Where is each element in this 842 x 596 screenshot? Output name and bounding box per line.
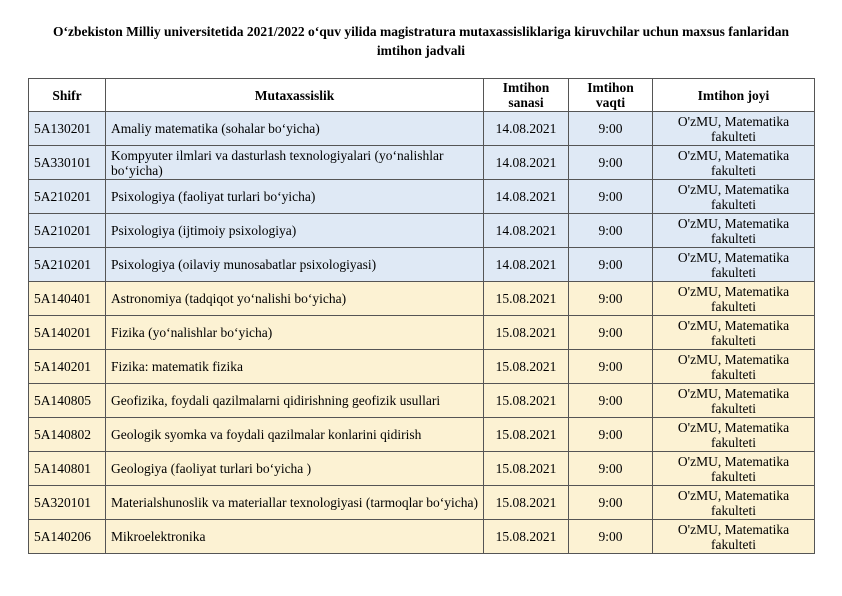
cell-code: 5A210201 xyxy=(29,214,106,248)
cell-code: 5A210201 xyxy=(29,180,106,214)
header-time: Imtihon vaqti xyxy=(569,79,653,112)
cell-time: 9:00 xyxy=(569,112,653,146)
cell-date: 14.08.2021 xyxy=(484,214,569,248)
cell-place: O'zMU, Matematika fakulteti xyxy=(653,418,815,452)
cell-code: 5A140805 xyxy=(29,384,106,418)
cell-place: O'zMU, Matematika fakulteti xyxy=(653,146,815,180)
cell-place: O'zMU, Matematika fakulteti xyxy=(653,384,815,418)
cell-date: 15.08.2021 xyxy=(484,384,569,418)
cell-code: 5A140201 xyxy=(29,350,106,384)
cell-time: 9:00 xyxy=(569,146,653,180)
cell-specialty: Astronomiya (tadqiqot yo‘nalishi bo‘yicha) xyxy=(106,282,484,316)
cell-place: O'zMU, Matematika fakulteti xyxy=(653,350,815,384)
header-specialty: Mutaxassislik xyxy=(106,79,484,112)
table-row xyxy=(29,418,815,452)
header-code: Shifr xyxy=(29,79,106,112)
document-title xyxy=(20,22,822,60)
cell-specialty: Materialshunoslik va materiallar texnologiyasi (tarmoqlar bo‘yicha) xyxy=(106,486,484,520)
cell-specialty: Psixologiya (ijtimoiy psixologiya) xyxy=(106,214,484,248)
cell-time: 9:00 xyxy=(569,418,653,452)
cell-date: 14.08.2021 xyxy=(484,146,569,180)
cell-time: 9:00 xyxy=(569,180,653,214)
cell-place: O'zMU, Matematika fakulteti xyxy=(653,520,815,554)
cell-place: O'zMU, Matematika fakulteti xyxy=(653,282,815,316)
table-row xyxy=(29,316,815,350)
cell-specialty: Fizika (yo‘nalishlar bo‘yicha) xyxy=(106,316,484,350)
table-row xyxy=(29,248,815,282)
table-row xyxy=(29,486,815,520)
cell-place: O'zMU, Matematika fakulteti xyxy=(653,112,815,146)
cell-code: 5A130201 xyxy=(29,112,106,146)
header-place: Imtihon joyi xyxy=(653,79,815,112)
table-header-row xyxy=(29,79,815,112)
cell-code: 5A330101 xyxy=(29,146,106,180)
table-row xyxy=(29,146,815,180)
cell-date: 15.08.2021 xyxy=(484,520,569,554)
cell-specialty: Psixologiya (faoliyat turlari bo‘yicha) xyxy=(106,180,484,214)
cell-date: 15.08.2021 xyxy=(484,486,569,520)
cell-specialty: Psixologiya (oilaviy munosabatlar psixologiyasi) xyxy=(106,248,484,282)
cell-date: 14.08.2021 xyxy=(484,112,569,146)
cell-date: 14.08.2021 xyxy=(484,248,569,282)
cell-code: 5A140802 xyxy=(29,418,106,452)
title-line-2: imtihon jadvali xyxy=(376,43,466,58)
cell-place: O'zMU, Matematika fakulteti xyxy=(653,248,815,282)
cell-date: 15.08.2021 xyxy=(484,418,569,452)
cell-time: 9:00 xyxy=(569,350,653,384)
table-row xyxy=(29,452,815,486)
cell-specialty: Kompyuter ilmlari va dasturlash texnologiyalari (yo‘nalishlar bo‘yicha) xyxy=(106,146,484,180)
cell-place: O'zMU, Matematika fakulteti xyxy=(653,486,815,520)
table-row xyxy=(29,384,815,418)
table-row xyxy=(29,112,815,146)
cell-code: 5A140801 xyxy=(29,452,106,486)
cell-time: 9:00 xyxy=(569,520,653,554)
cell-time: 9:00 xyxy=(569,248,653,282)
cell-specialty: Geologik syomka va foydali qazilmalar konlarini qidirish xyxy=(106,418,484,452)
cell-specialty: Mikroelektronika xyxy=(106,520,484,554)
cell-time: 9:00 xyxy=(569,452,653,486)
cell-time: 9:00 xyxy=(569,486,653,520)
cell-specialty: Geologiya (faoliyat turlari bo‘yicha ) xyxy=(106,452,484,486)
cell-code: 5A140206 xyxy=(29,520,106,554)
cell-place: O'zMU, Matematika fakulteti xyxy=(653,452,815,486)
cell-code: 5A210201 xyxy=(29,248,106,282)
cell-code: 5A320101 xyxy=(29,486,106,520)
title-line-1: O‘zbekiston Milliy universitetida 2021/2022 o‘quv yilida magistratura mutaxassisliklariga kiruvchilar uchun maxsus fanlaridan xyxy=(53,24,789,39)
cell-time: 9:00 xyxy=(569,316,653,350)
cell-date: 15.08.2021 xyxy=(484,316,569,350)
table-row xyxy=(29,180,815,214)
table-body xyxy=(29,112,815,554)
table-row xyxy=(29,282,815,316)
cell-place: O'zMU, Matematika fakulteti xyxy=(653,180,815,214)
exam-schedule-table xyxy=(28,78,815,554)
table-row xyxy=(29,350,815,384)
cell-date: 15.08.2021 xyxy=(484,350,569,384)
cell-place: O'zMU, Matematika fakulteti xyxy=(653,316,815,350)
cell-specialty: Geofizika, foydali qazilmalarni qidirishning geofizik usullari xyxy=(106,384,484,418)
cell-specialty: Fizika: matematik fizika xyxy=(106,350,484,384)
cell-place: O'zMU, Matematika fakulteti xyxy=(653,214,815,248)
cell-date: 15.08.2021 xyxy=(484,452,569,486)
table-row xyxy=(29,520,815,554)
cell-code: 5A140201 xyxy=(29,316,106,350)
cell-code: 5A140401 xyxy=(29,282,106,316)
cell-time: 9:00 xyxy=(569,384,653,418)
table-row xyxy=(29,214,815,248)
cell-time: 9:00 xyxy=(569,214,653,248)
cell-date: 15.08.2021 xyxy=(484,282,569,316)
cell-specialty: Amaliy matematika (sohalar bo‘yicha) xyxy=(106,112,484,146)
header-date: Imtihon sanasi xyxy=(484,79,569,112)
cell-time: 9:00 xyxy=(569,282,653,316)
cell-date: 14.08.2021 xyxy=(484,180,569,214)
